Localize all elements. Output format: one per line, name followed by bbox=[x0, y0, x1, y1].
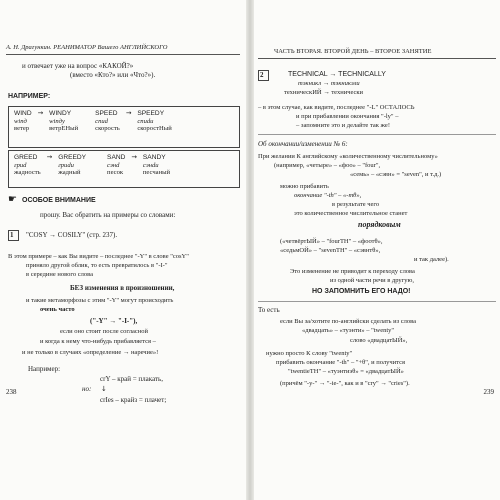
paragraph-line: окончание "-th" – «-тθ», bbox=[294, 192, 362, 199]
running-header-right: ЧАСТЬ ВТОРАЯ. ВТОРОЙ ДЕНЬ – ВТОРОЕ ЗАНЯТИЕ bbox=[274, 48, 432, 55]
paragraph-line: «семь» – «сэвн» = "seven", и т.д.) bbox=[350, 171, 442, 178]
paragraph-line: (например, «четыре» – «фоо» – "four", bbox=[274, 162, 381, 169]
cell: скоростНый bbox=[137, 125, 172, 132]
cell: сэнd bbox=[107, 161, 120, 169]
special-attention-title: ОСОБОЕ ВНИМАНИЕ bbox=[22, 197, 96, 204]
ordinal-term: порядковым bbox=[358, 220, 401, 229]
intro-text: и отвечает уже на вопрос «КАКОЙ?» bbox=[22, 62, 134, 70]
rule-number: 2 bbox=[260, 71, 264, 79]
cell: SANDY bbox=[142, 154, 166, 161]
paragraph-line: слово «двадцатЫЙ», bbox=[350, 337, 408, 344]
formula-line: ("-Y" → "-I-"), bbox=[90, 317, 138, 325]
cell: жадность bbox=[14, 169, 41, 176]
header-rule-right bbox=[258, 58, 496, 59]
paragraph-line: и когда к нему что-нибудь прибавляется – bbox=[40, 338, 156, 345]
paragraph-line: в середине нового слова bbox=[26, 271, 93, 278]
right-page bbox=[254, 0, 500, 500]
paragraph-line: "twentieTH" – «туэнтиэθ» = «двадцатЫЙ» bbox=[288, 368, 404, 375]
paragraph-line: в результате чего bbox=[332, 201, 380, 208]
paragraph-line: «двадцать» – «туэнти» – "twenty" bbox=[302, 327, 395, 334]
arrow-icon: → bbox=[46, 153, 53, 161]
example-cry: crY – край = плакать, bbox=[100, 375, 164, 383]
cell: жадный bbox=[58, 169, 81, 176]
pointing-hand-icon: ☛ bbox=[8, 194, 17, 205]
page-number-left: 238 bbox=[6, 388, 17, 396]
cell: SAND bbox=[107, 154, 126, 161]
paragraph-line: Это изменение не приводит к переходу слова bbox=[290, 268, 415, 275]
cell: гриdи bbox=[58, 161, 74, 169]
technical-ru-2: техническИЙ → технически bbox=[284, 89, 364, 96]
paragraph-line: и так далее). bbox=[414, 256, 449, 263]
paragraph-line: – в этом случае, как видите, последнее "-L" ОСТАЛОСЬ bbox=[258, 104, 415, 111]
cell: спиd bbox=[95, 117, 108, 125]
paragraph-line: и при прибавлении окончания "-ly" – bbox=[296, 113, 399, 120]
cell: песок bbox=[107, 169, 124, 176]
paragraph-line: В этом примере – как Вы видите – последнее "-Y" в слове "cosY" bbox=[8, 253, 189, 260]
paragraph-line: прибавить окончание "-th" – "+θ", и получится bbox=[276, 359, 405, 366]
paragraph-line: При желании К английскому «количественному числительному» bbox=[258, 153, 438, 160]
emphasis-line: БЕЗ изменения в произношении, bbox=[70, 284, 175, 292]
cell: WINDY bbox=[49, 110, 72, 117]
paragraph-line: и не только в случаях «определение → наречие»! bbox=[22, 349, 159, 356]
arrow-icon: → bbox=[125, 109, 132, 117]
emphasis-line: НО ЗАПОМНИТЬ ЕГО НАДО! bbox=[312, 288, 411, 295]
paragraph-line: – запомните это и делайте так же! bbox=[296, 122, 390, 129]
section-divider bbox=[258, 134, 496, 135]
intro-text-2: (вместо «Кто?» или «Что?»). bbox=[70, 71, 156, 79]
cell: winдy bbox=[49, 117, 65, 125]
example-table-1 bbox=[8, 106, 240, 148]
cell: SPEED bbox=[95, 110, 118, 117]
page-number-right: 239 bbox=[483, 388, 494, 396]
arrow-icon: → bbox=[37, 109, 44, 117]
technical-line: TECHNICAL → TECHNICALLY bbox=[288, 71, 386, 78]
down-arrow-icon: ↓ bbox=[101, 385, 107, 393]
paragraph-line: если оно стоит после согласной bbox=[60, 328, 148, 335]
header-rule-left bbox=[6, 54, 240, 55]
example-heading: НАПРИМЕР: bbox=[8, 93, 51, 100]
paragraph-line: если Вы за/хотите по-английски сделать из слова bbox=[280, 318, 417, 325]
paragraph-line: и такие метаморфозы с этим "-Y" могут происходить bbox=[26, 297, 174, 304]
arrow-icon: → bbox=[131, 153, 137, 161]
cell: скорость bbox=[95, 125, 120, 132]
cell: SPEEDY bbox=[137, 110, 165, 117]
example-cries: crIes – крайз = плачет; bbox=[100, 396, 167, 404]
cell: гриd bbox=[14, 161, 27, 169]
example-table-2 bbox=[8, 150, 240, 188]
paragraph-line: «седьмОЙ» – "sevenTH" – «сэвнтθ», bbox=[280, 247, 381, 254]
cell: GREEDY bbox=[58, 154, 87, 161]
paragraph-line: То есть bbox=[258, 306, 280, 314]
cell: ветер bbox=[14, 125, 30, 132]
section-divider bbox=[258, 301, 496, 302]
request-text: прошу. Вас обратить на примеры со словами: bbox=[40, 211, 176, 219]
rule-number: 1 bbox=[10, 231, 14, 239]
book-gutter bbox=[246, 0, 254, 500]
paragraph-line: очень часто bbox=[40, 306, 75, 313]
cell: WIND bbox=[14, 110, 32, 117]
paragraph-line: можно прибавить bbox=[280, 183, 329, 190]
running-header-left: А. Н. Драгункин. РЕАНИМАТОР Вашего АНГЛИЙСКОГО bbox=[6, 44, 168, 51]
cell: спиdи bbox=[137, 117, 154, 125]
left-page bbox=[0, 0, 246, 500]
example-but: но: bbox=[82, 385, 92, 393]
cell: сэнdи bbox=[142, 161, 159, 169]
paragraph-line: из одной части речи в другую, bbox=[330, 277, 415, 284]
paragraph-line: приняло другой облик, то есть превратилось в "-I-" bbox=[26, 262, 168, 269]
rule-text: "COSY → COSILY" (стр. 237). bbox=[26, 231, 118, 239]
cell: winд bbox=[14, 117, 27, 125]
paragraph-line: нужно просто К слову "twenty" bbox=[266, 350, 353, 357]
cell: GREED bbox=[14, 154, 38, 161]
paragraph-line: (причём "-y-" → "-ie-", как и в "cry" → "cries"). bbox=[280, 380, 410, 387]
paragraph-line: («четвёртЫЙ» – "fourTH" – «фоотθ», bbox=[280, 238, 383, 245]
example-label: Например: bbox=[28, 365, 61, 373]
note-title: Об окончании/изменении № 6: bbox=[258, 140, 348, 148]
paragraph-line: это количественное числительное станет bbox=[294, 210, 408, 217]
cell: ветрЕНый bbox=[49, 125, 79, 132]
technical-ru-1: тэкникл → тэкникэли bbox=[298, 80, 360, 87]
cell: песчаный bbox=[142, 169, 171, 176]
